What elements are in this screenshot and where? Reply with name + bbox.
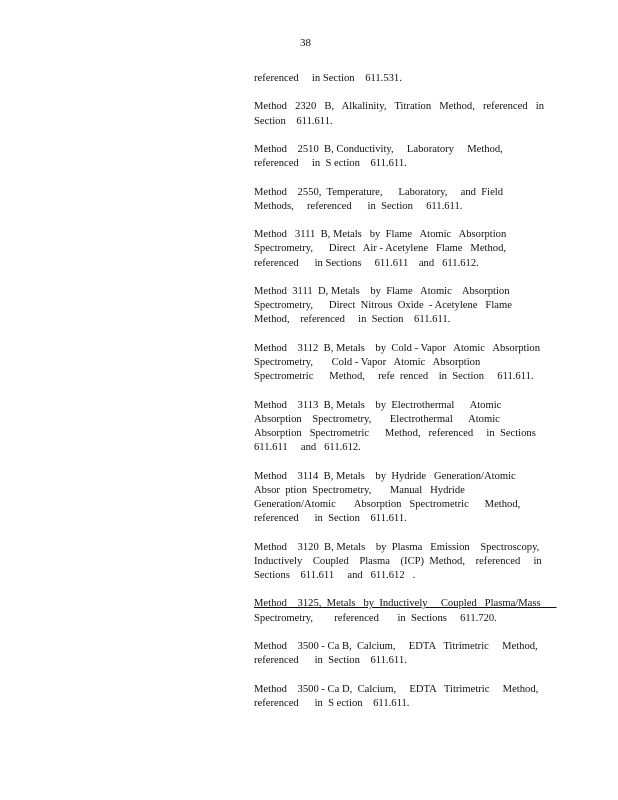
method-reference-entry [254,285,544,328]
entry-line: Generation/Atomic Absorption Spectrometric Method, [254,498,521,510]
entry-line: referenced in Sections 611.611 and 611.612. [254,257,479,269]
entry-line: Method, referenced in Section 611.611. [254,314,451,326]
method-reference-list [254,72,557,725]
method-reference-entry [254,541,544,584]
entry-line: Method 3120 B, Metals by Plasma Emission Spectroscopy, [254,541,540,553]
method-reference-entry [254,143,544,171]
entry-line: Spectrometric Method, refe renced in Section 611.611. [254,371,534,383]
entry-line: Method 3125, Metals by Inductively Coupled Plasma/Mass [254,598,557,610]
entry-line: 611.611 and 611.612. [254,442,361,454]
method-reference-entry [254,597,557,625]
entry-line: Method 3112 B, Metals by Cold - Vapor Atomic Absorption [254,342,541,354]
entry-line: Method 2510 B, Conductivity, Laboratory Method, [254,143,503,155]
entry-line: Methods, referenced in Section 611.611. [254,200,463,212]
entry-line: Inductively Coupled Plasma (ICP) Method, referenced in [254,555,542,567]
method-reference-entry [254,683,544,711]
entry-line: Spectrometry, Direct Air - Acetylene Flame Method, [254,243,507,255]
entry-line: referenced in S ection 611.611. [254,158,407,170]
entry-line: Method 3500 - Ca D, Calcium, EDTA Titrimetric Method, [254,683,539,695]
entry-line: Section 611.611. [254,115,333,127]
method-reference-entry [254,100,544,128]
entry-line: Method 3111 B, Metals by Flame Atomic Absorption [254,229,507,241]
entry-line: Method 2550, Temperature, Laboratory, and Field [254,186,504,198]
entry-line: Absorption Spectrometric Method, referenced in Sections [254,427,536,439]
method-reference-entry [254,470,544,527]
entry-line: referenced in S ection 611.611. [254,697,410,709]
entry-line: referenced in Section 611.611. [254,513,407,525]
entry-line: Spectrometry, Cold - Vapor Atomic Absorption [254,356,481,368]
entry-line: Method 3111 D, Metals by Flame Atomic Absorption [254,285,510,297]
entry-line: Method 3113 B, Metals by Electrothermal Atomic [254,399,502,411]
entry-line: Spectrometry, Direct Nitrous Oxide - Acetylene Flame [254,300,512,312]
method-reference-entry [254,186,544,214]
entry-line: Absorption Spectrometry, Electrothermal Atomic [254,413,500,425]
entry-line: Method 3114 B, Metals by Hydride Generation/Atomic [254,470,516,482]
entry-line: Method 3500 - Ca B, Calcium, EDTA Titrimetric Method, [254,640,538,652]
method-reference-entry [254,72,544,86]
method-reference-entry [254,399,544,456]
entry-line: Spectrometry, referenced in Sections 611.720. [254,612,497,624]
entry-line: Absor ption Spectrometry, Manual Hydride [254,484,465,496]
method-reference-entry [254,342,544,385]
page-number: 38 [300,37,311,49]
entry-line: Method 2320 B, Alkalinity, Titration Method, referenced in [254,101,544,113]
method-reference-entry [254,228,544,271]
method-reference-entry [254,640,544,668]
entry-line: referenced in Section 611.611. [254,655,407,667]
entry-line: referenced in Section 611.531. [254,73,402,84]
entry-line: Sections 611.611 and 611.612 . [254,569,416,581]
